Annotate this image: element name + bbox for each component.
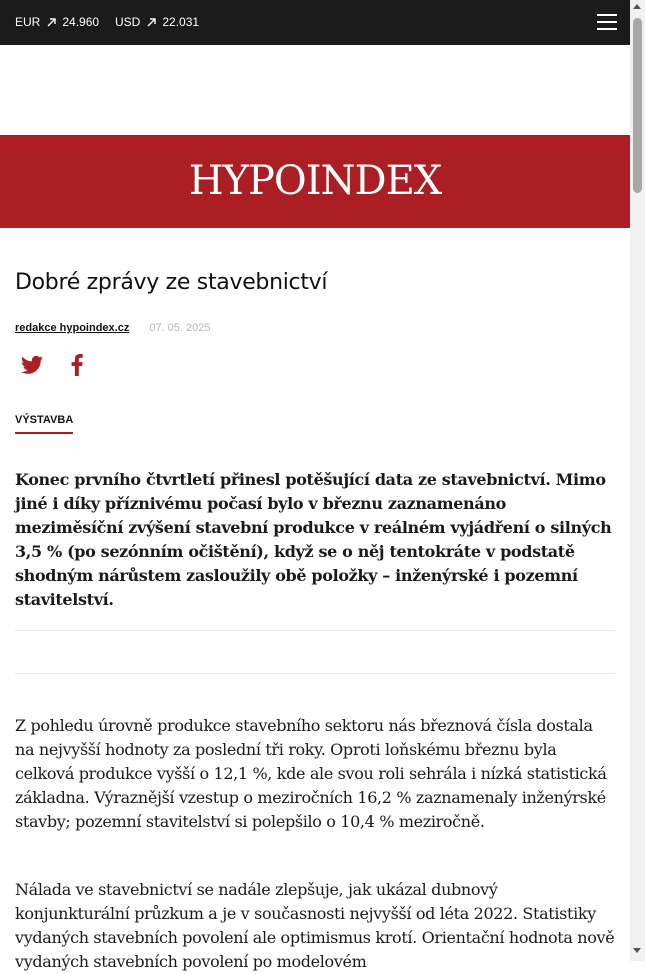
- ad-space: [0, 45, 630, 135]
- rate-eur: [15, 15, 99, 29]
- scrollbar-thumb[interactable]: [633, 18, 642, 193]
- rate-usd-currency: USD: [115, 15, 141, 29]
- rate-eur-currency: EUR: [15, 15, 41, 29]
- divider: [15, 630, 615, 631]
- rate-eur-value: 24.960: [62, 15, 100, 29]
- rate-usd: [115, 15, 199, 29]
- divider: [15, 673, 615, 674]
- rate-usd-value: 22.031: [162, 15, 200, 29]
- article-meta: [15, 322, 211, 334]
- site-logo[interactable]: HYPOINDEX: [188, 158, 442, 204]
- share-buttons: [21, 354, 83, 376]
- author-link[interactable]: redakce hypoindex.cz: [15, 322, 130, 334]
- twitter-icon[interactable]: [21, 355, 43, 375]
- article-paragraph: Nálada ve stavebnictví se nadále zlepšuje, jak ukázal dubnový konjunkturální průzkum a je v současnosti nejvyšší od léta 2022. Statistiky vydaných stavebních povolení ale optimismus krotí. Orientační hodnota nově vydaných stavebních povolení po modelovém: [15, 880, 615, 971]
- category-tag[interactable]: VÝSTAVBA: [15, 414, 73, 434]
- arrow-up-right-icon: [147, 18, 156, 27]
- facebook-icon[interactable]: [71, 354, 83, 376]
- brand-header: [0, 135, 630, 228]
- menu-icon[interactable]: [597, 14, 617, 30]
- arrow-up-right-icon: [47, 18, 56, 27]
- top-bar: [0, 0, 630, 45]
- scrollbar[interactable]: [630, 0, 645, 961]
- publish-date: 07. 05. 2025: [149, 322, 211, 334]
- article-lead: Konec prvního čtvrtletí přinesl potěšující data ze stavebnictví. Mimo jiné i díky příznivému počasí bylo v březnu zaznamenáno meziměsíční zvýšení stavební produkce v reálném vyjádření o silných 3,5 % (po sezónním očištění), když se o něj tentokráte v podstatě shodným nárůstem zasloužily obě položky – inženýrské i pozemní stavitelství.: [15, 470, 612, 609]
- scroll-up-icon[interactable]: [633, 4, 641, 9]
- scroll-down-icon[interactable]: [633, 948, 641, 953]
- article-title: Dobré zprávy ze stavebnictví: [15, 270, 328, 295]
- article-paragraph: Z pohledu úrovně produkce stavebního sektoru nás březnová čísla dostala na nejvyšší hodnoty za poslední tři roky. Oproti loňskému březnu byla celková produkce vyšší o 12,1 %, kde ale svou roli sehrála i nízká statistická základna. Výraznější vzestup o meziročních 16,2 % zaznamenaly inženýrské stavby; pozemní stavitelství si polepšilo o 10,4 % meziročně.: [15, 716, 607, 831]
